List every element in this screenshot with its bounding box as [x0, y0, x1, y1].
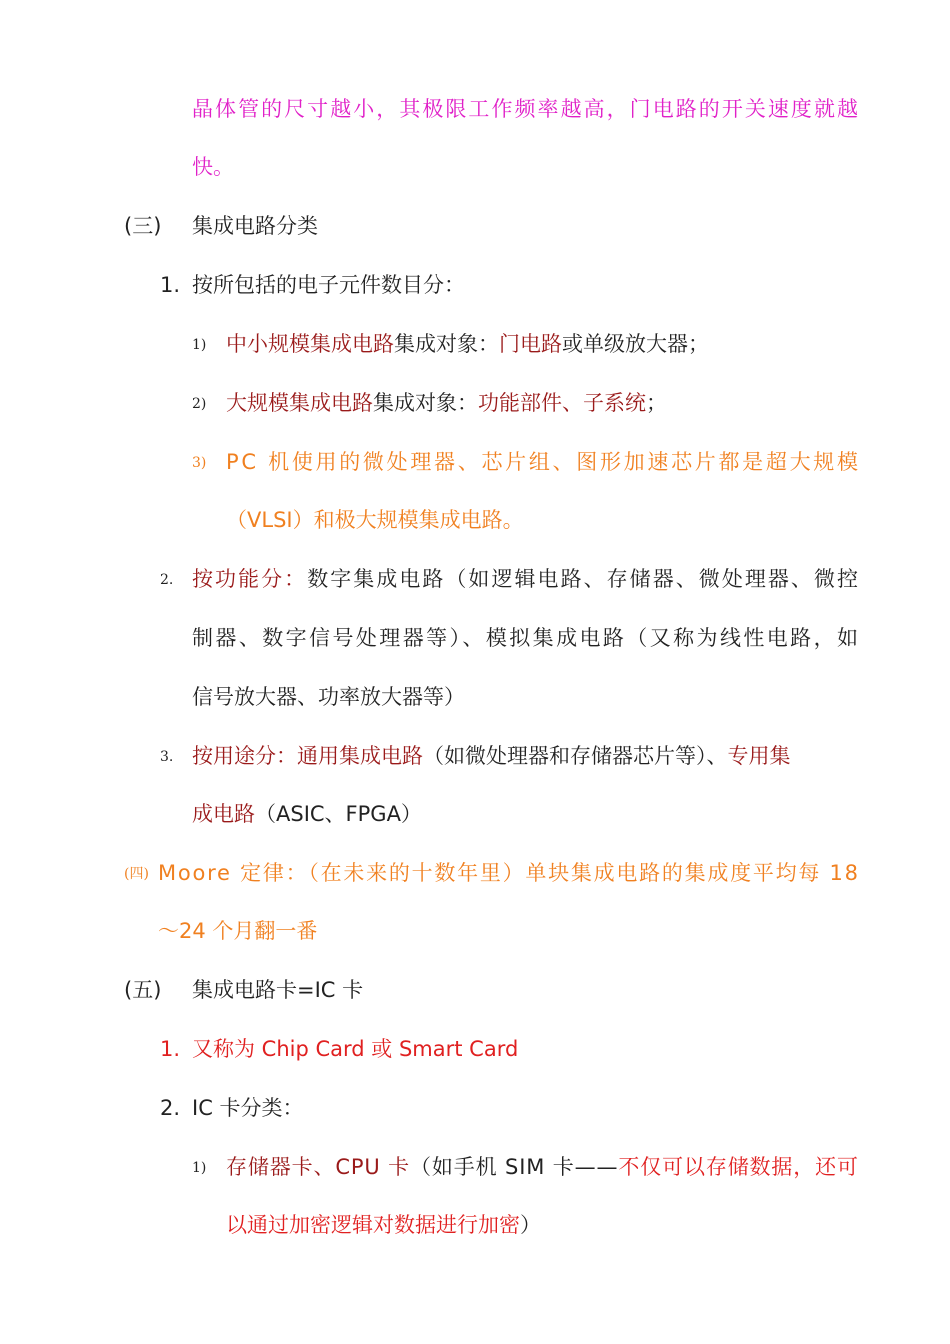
- item-3-3-special: 专用集: [727, 744, 791, 768]
- section-3-marker: (三): [124, 214, 162, 238]
- item-5-2-marker: 2.: [160, 1096, 181, 1120]
- section-4-line-1: [158, 858, 858, 888]
- subitem-5-2-1-desc-2: 以通过加密逻辑对数据进行加密: [226, 1213, 520, 1237]
- item-3-2-text-3: 信号放大器、功率放大器等）: [192, 685, 465, 709]
- item-5-1-marker: 1.: [160, 1037, 181, 1061]
- subitem-5-2-1-line-2: [226, 1210, 541, 1240]
- item-3-2-line-1-inner: [192, 564, 860, 594]
- section-3-title: 集成电路分类: [192, 214, 318, 238]
- para-line-2: [192, 152, 234, 182]
- subitem-5-2-1-marker: 1): [192, 1160, 207, 1176]
- item-3-2-line-2: [192, 623, 861, 653]
- item-3-2-line-1: [192, 564, 861, 594]
- subitem-3-1-2-c: 功能部件、子系统: [478, 391, 646, 415]
- subitem-5-2-1-desc: 不仅可以存储数据，还可: [618, 1155, 859, 1179]
- subitem-3-1-1-a: 中小规模集成电路: [226, 332, 394, 356]
- subitem-3-1-3-line-2: [226, 505, 524, 535]
- subitem-5-2-1-cards: 存储器卡、CPU 卡: [226, 1155, 411, 1179]
- subitem-3-1-3-text-1: PC 机使用的微处理器、芯片组、图形加速芯片都是超大规模: [226, 450, 861, 474]
- item-3-2-marker: 2.: [160, 572, 174, 588]
- item-3-3-line-1: [192, 741, 791, 771]
- subitem-3-1-1-d: 或单级放大器；: [562, 332, 709, 356]
- subitem-3-1-2-marker: 2): [192, 396, 207, 412]
- item-3-3-line-2: [192, 799, 422, 829]
- subitem-3-1-3-text-2: （VLSI）和极大规模集成电路。: [226, 508, 524, 532]
- item-5-1-text: 又称为 Chip Card 或 Smart Card: [192, 1037, 519, 1061]
- section-4-text-1: Moore 定律：（在未来的十数年里）单块集成电路的集成度平均每 18: [158, 861, 860, 885]
- para-line-1: [192, 94, 861, 124]
- item-3-3-marker: 3.: [160, 749, 174, 765]
- subitem-3-1-3-line-1: [226, 447, 861, 477]
- section-5-marker: (五): [124, 978, 162, 1002]
- item-3-2-line-3: [192, 682, 465, 712]
- subitem-3-1-1-b: 集成对象：: [394, 332, 499, 356]
- item-3-2-label: 按功能分：: [192, 567, 308, 591]
- item-3-2-text-1: 数字集成电路（如逻辑电路、存储器、微处理器、微控: [307, 567, 861, 591]
- item-3-1-text: 按所包括的电子元件数目分：: [192, 273, 465, 297]
- subitem-5-2-1-example: （如手机 SIM 卡——: [410, 1155, 619, 1179]
- item-3-3-label: 按用途分：: [192, 744, 297, 768]
- item-3-3-example: （如微处理器和存储器芯片等）、: [423, 744, 728, 768]
- item-3-3-special-end: 成电路: [192, 802, 255, 826]
- section-5-title: 集成电路卡=IC 卡: [192, 978, 364, 1002]
- section-4-marker: (四): [124, 866, 149, 882]
- subitem-3-1-2-b: 集成对象：: [373, 391, 478, 415]
- section-4-line-2: [158, 916, 317, 946]
- section-4-text-2: ～24 个月翻一番: [158, 919, 318, 943]
- item-3-1-marker: 1.: [160, 273, 181, 297]
- subitem-3-1-1-text: [226, 329, 709, 359]
- subitem-3-1-1-marker: 1): [192, 337, 207, 353]
- item-3-3-general: 通用集成电路: [297, 744, 423, 768]
- subitem-3-1-3-marker: 3): [192, 455, 207, 471]
- subitem-3-1-2-text: [226, 388, 667, 418]
- subitem-3-1-2-d: ；: [646, 391, 667, 415]
- para-text-1: 晶体管的尺寸越小，其极限工作频率越高，门电路的开关速度就越: [192, 97, 861, 121]
- item-3-2-text-2: 制器、数字信号处理器等）、模拟集成电路（又称为线性电路，如: [192, 626, 861, 650]
- subitem-5-2-1-line-1: [226, 1152, 858, 1182]
- subitem-3-1-1-c: 门电路: [499, 332, 562, 356]
- item-5-2-text: IC 卡分类：: [192, 1096, 304, 1120]
- para-text-2: 快。: [192, 155, 234, 179]
- subitem-5-2-1-close: ）: [520, 1213, 541, 1237]
- subitem-5-2-1-line-1-inner: [226, 1152, 859, 1182]
- subitem-3-1-2-a: 大规模集成电路: [226, 391, 373, 415]
- item-3-3-asic: （ASIC、FPGA）: [255, 802, 422, 826]
